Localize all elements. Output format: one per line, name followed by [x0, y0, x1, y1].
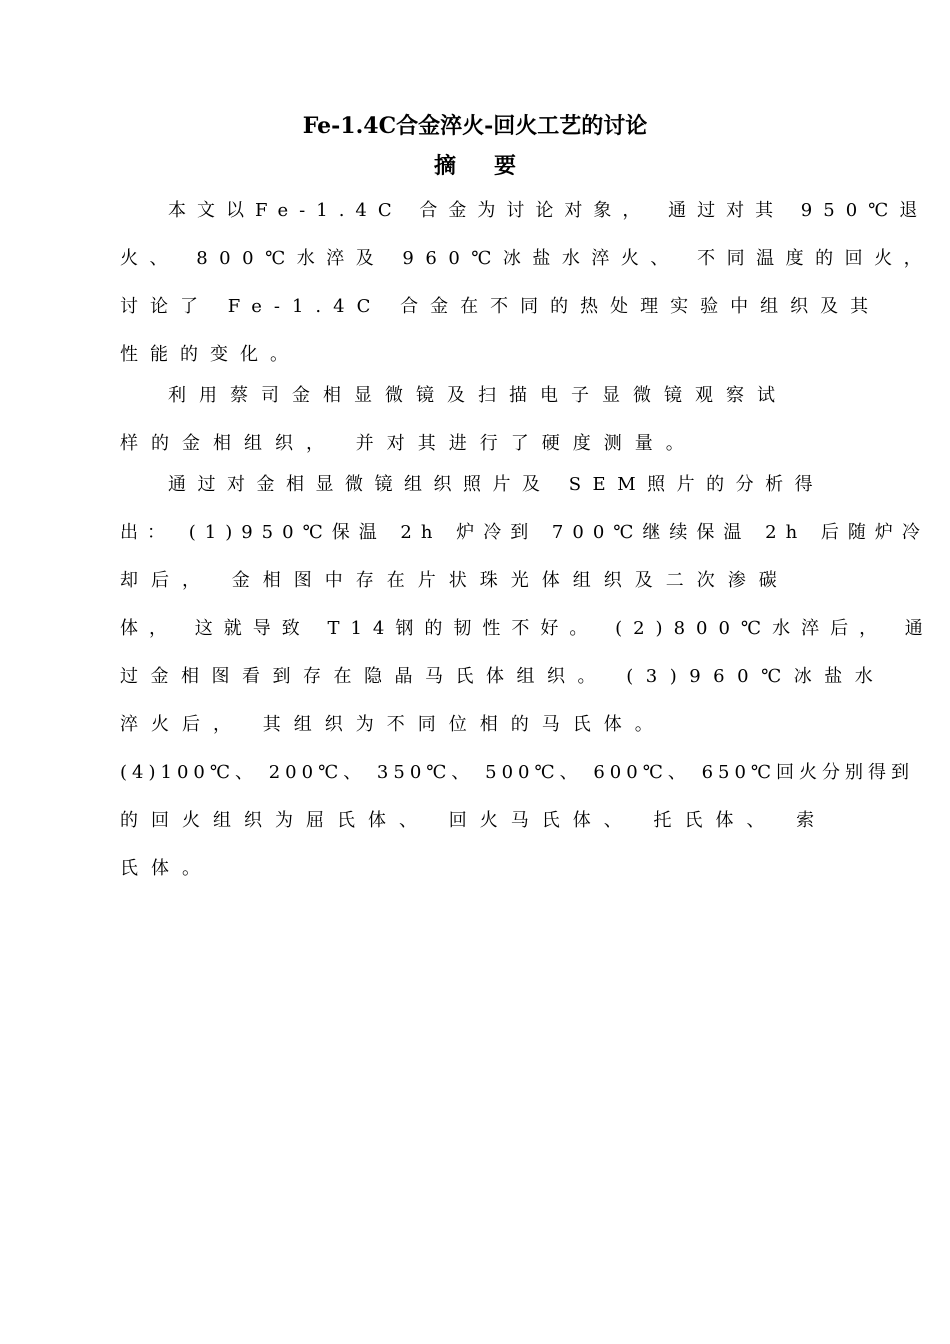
abstract-line: 过金相图看到存在隐晶马氏体组织。 (3)960℃冰盐水	[120, 666, 886, 687]
abstract-heading: 摘要	[433, 153, 554, 179]
abstract-line: 利用蔡司金相显微镜及扫描电子显微镜观察试	[168, 385, 788, 406]
abstract-line: (4)100℃、 200℃、 350℃、 500℃、 600℃、 650℃回火分别得到	[120, 762, 915, 783]
abstract-line: 体， 这就导致 T14钢的韧性不好。 (2)800℃水淬后， 通	[120, 618, 934, 639]
abstract-line: 本文以Fe-1.4C 合金为讨论对象， 通过对其 950℃退	[168, 200, 929, 221]
document-title: Fe-1.4C合金淬火-回火工艺的讨论	[302, 113, 648, 139]
abstract-line: 样的金相组织， 并对其进行了硬度测量。	[120, 433, 697, 454]
abstract-line: 的回火组织为屈氏体、 回火马氏体、 托氏体、 索	[120, 810, 828, 831]
abstract-line: 讨论了 Fe-1.4C 合金在不同的热处理实验中组织及其	[120, 296, 881, 317]
abstract-line: 氏体。	[120, 858, 213, 879]
abstract-line: 性能的变化。	[120, 344, 300, 365]
abstract-line: 淬火后， 其组织为不同位相的马氏体。	[120, 714, 666, 735]
abstract-line: 出： (1)950℃保温 2h 炉冷到 700℃继续保温 2h 后随炉冷	[120, 522, 929, 543]
abstract-line: 通过对金相显微镜组织照片及 SEM照片的分析得	[168, 474, 825, 495]
abstract-line: 却后， 金相图中存在片状珠光体组织及二次渗碳	[120, 570, 790, 591]
abstract-line: 火、 800℃水淬及 960℃冰盐水淬火、 不同温度的回火，	[120, 248, 934, 269]
